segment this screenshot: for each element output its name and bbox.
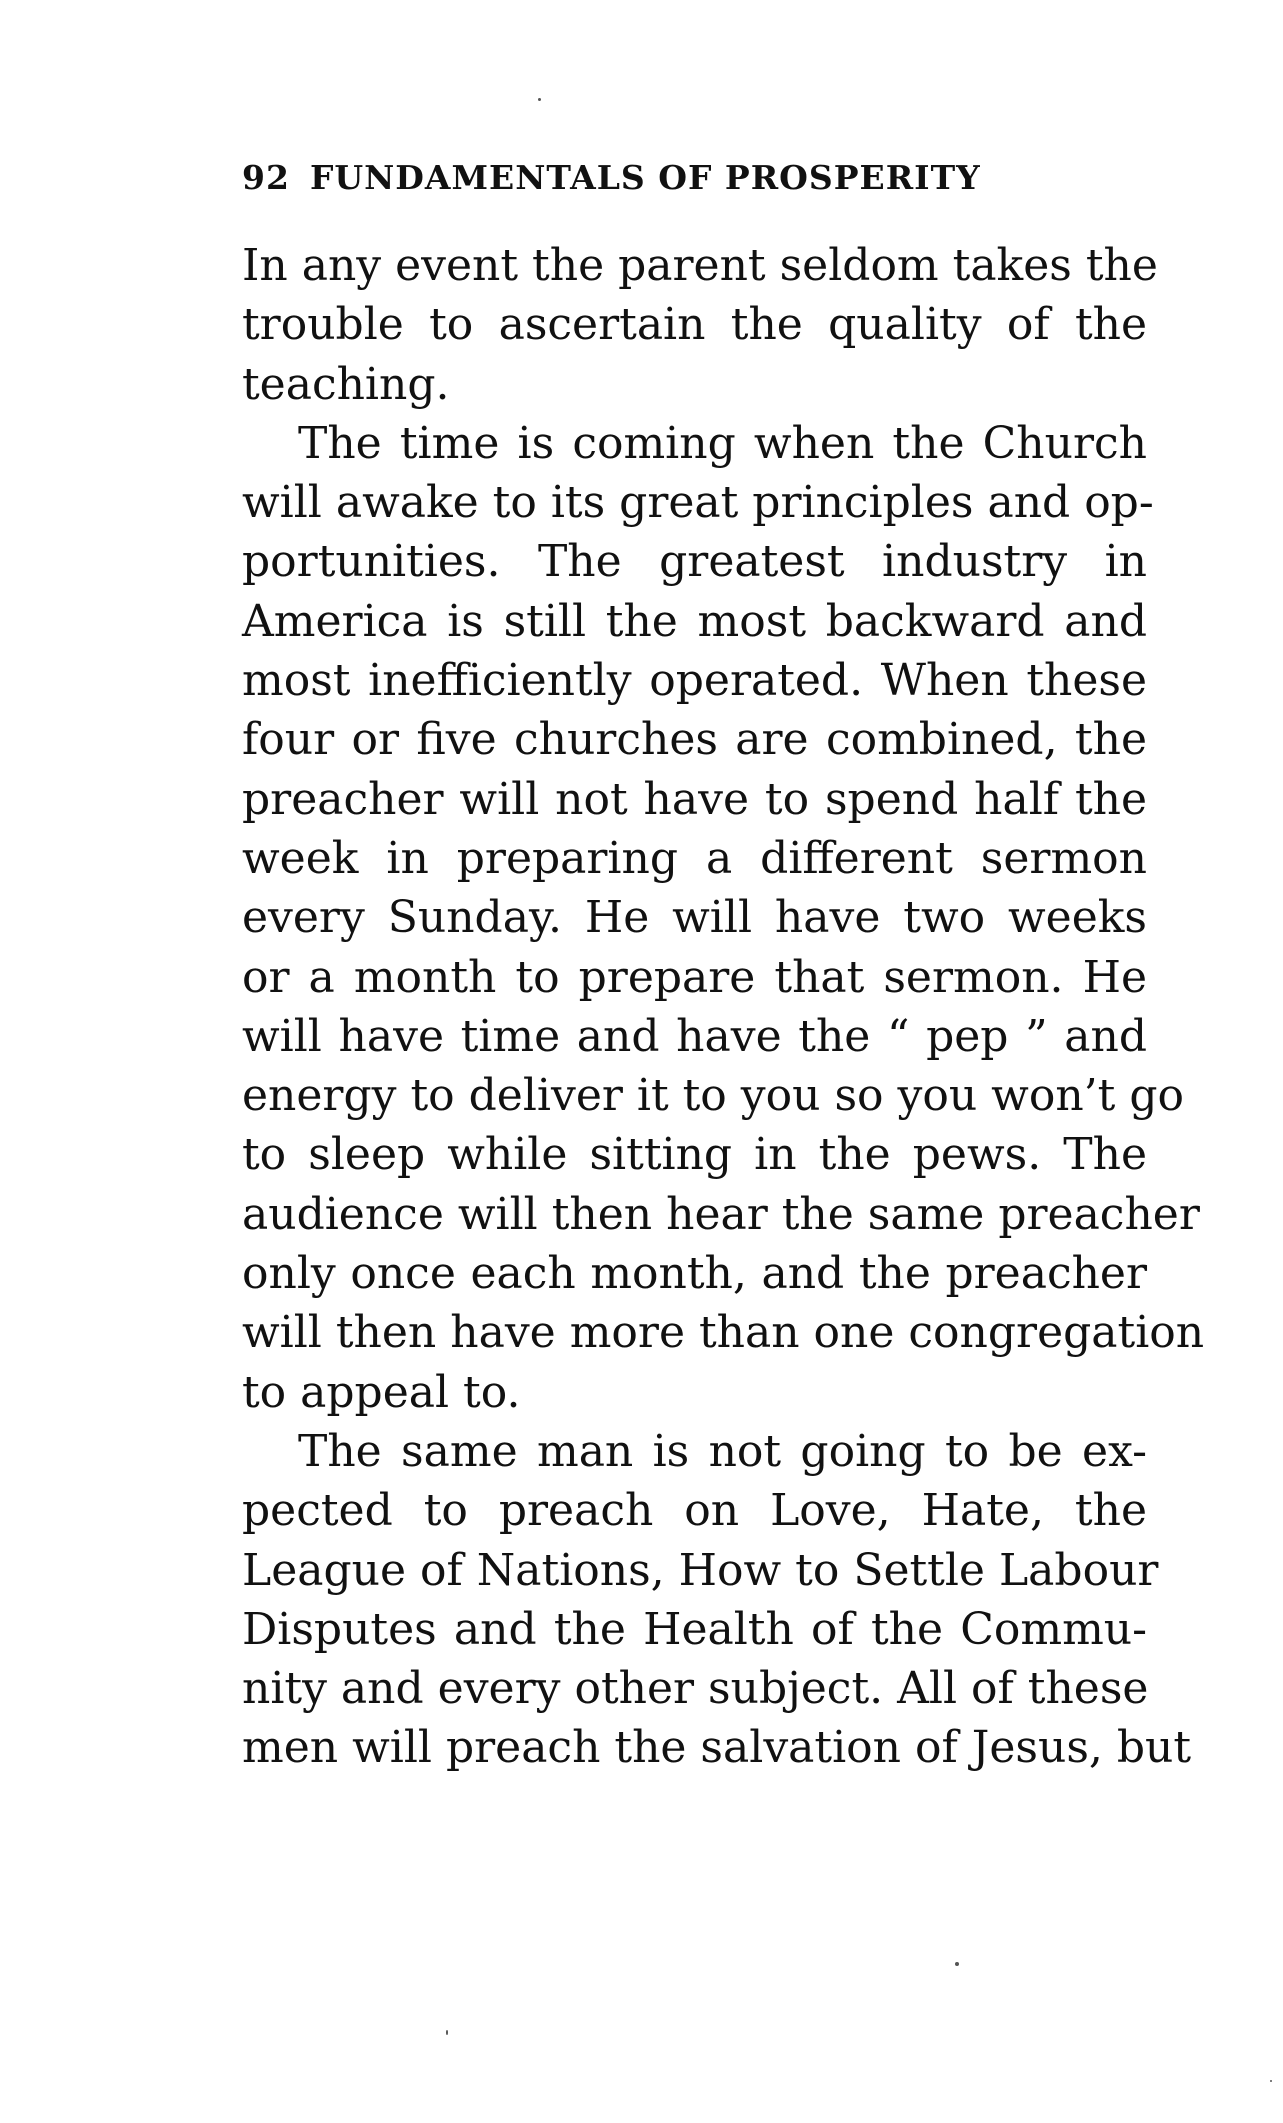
text-line: will then have more than one congregation xyxy=(242,1307,1205,1359)
text-line: teaching. xyxy=(242,358,450,410)
text-line: every Sunday. He will have two weeks xyxy=(242,892,1147,944)
text-line: audience will then hear the same preacher xyxy=(242,1188,1200,1240)
paragraph xyxy=(242,236,1158,414)
running-header xyxy=(242,158,1132,197)
paragraph xyxy=(242,1422,1192,1778)
text-line: trouble to ascertain the quality of the xyxy=(242,299,1147,351)
scan-speck xyxy=(446,2030,448,2035)
scan-speck xyxy=(955,1962,959,1966)
text-line: men will preach the salvation of Jesus, but xyxy=(242,1722,1192,1774)
body-text xyxy=(242,236,1205,1778)
text-line: League of Nations, How to Settle Labour xyxy=(242,1544,1159,1596)
text-line: portunities. The greatest industry in xyxy=(242,536,1147,588)
running-title: FUNDAMENTALS OF PROSPERITY xyxy=(309,158,981,197)
scan-speck xyxy=(538,98,541,101)
text-line: pected to preach on Love, Hate, the xyxy=(242,1485,1147,1537)
scan-speck xyxy=(1270,2080,1272,2082)
text-line: will awake to its great principles and op- xyxy=(242,477,1154,529)
text-line: Disputes and the Health of the Commu- xyxy=(242,1603,1147,1655)
text-line: energy to deliver it to you so you won’t go xyxy=(242,1070,1184,1122)
text-line: or a month to prepare that sermon. He xyxy=(242,951,1147,1003)
text-line: will have time and have the “ pep ” and xyxy=(242,1010,1147,1062)
text-line: nity and every other subject. All of these xyxy=(242,1663,1149,1715)
text-line: only once each month, and the preacher xyxy=(242,1248,1147,1300)
text-line: In any event the parent seldom takes the xyxy=(242,240,1158,291)
paragraph xyxy=(242,414,1205,1422)
page-number: 92 xyxy=(242,158,290,197)
text-line: The time is coming when the Church xyxy=(298,417,1147,469)
text-line: four or five churches are combined, the xyxy=(242,714,1147,766)
text-line: most inefficiently operated. When these xyxy=(242,655,1147,707)
text-line: America is still the most backward and xyxy=(242,595,1147,647)
text-line: to appeal to. xyxy=(242,1366,521,1418)
text-line: preacher will not have to spend half the xyxy=(242,773,1147,825)
text-line: to sleep while sitting in the pews. The xyxy=(242,1129,1147,1181)
text-line: The same man is not going to be ex- xyxy=(298,1425,1147,1477)
text-line: week in preparing a different sermon xyxy=(242,832,1147,884)
